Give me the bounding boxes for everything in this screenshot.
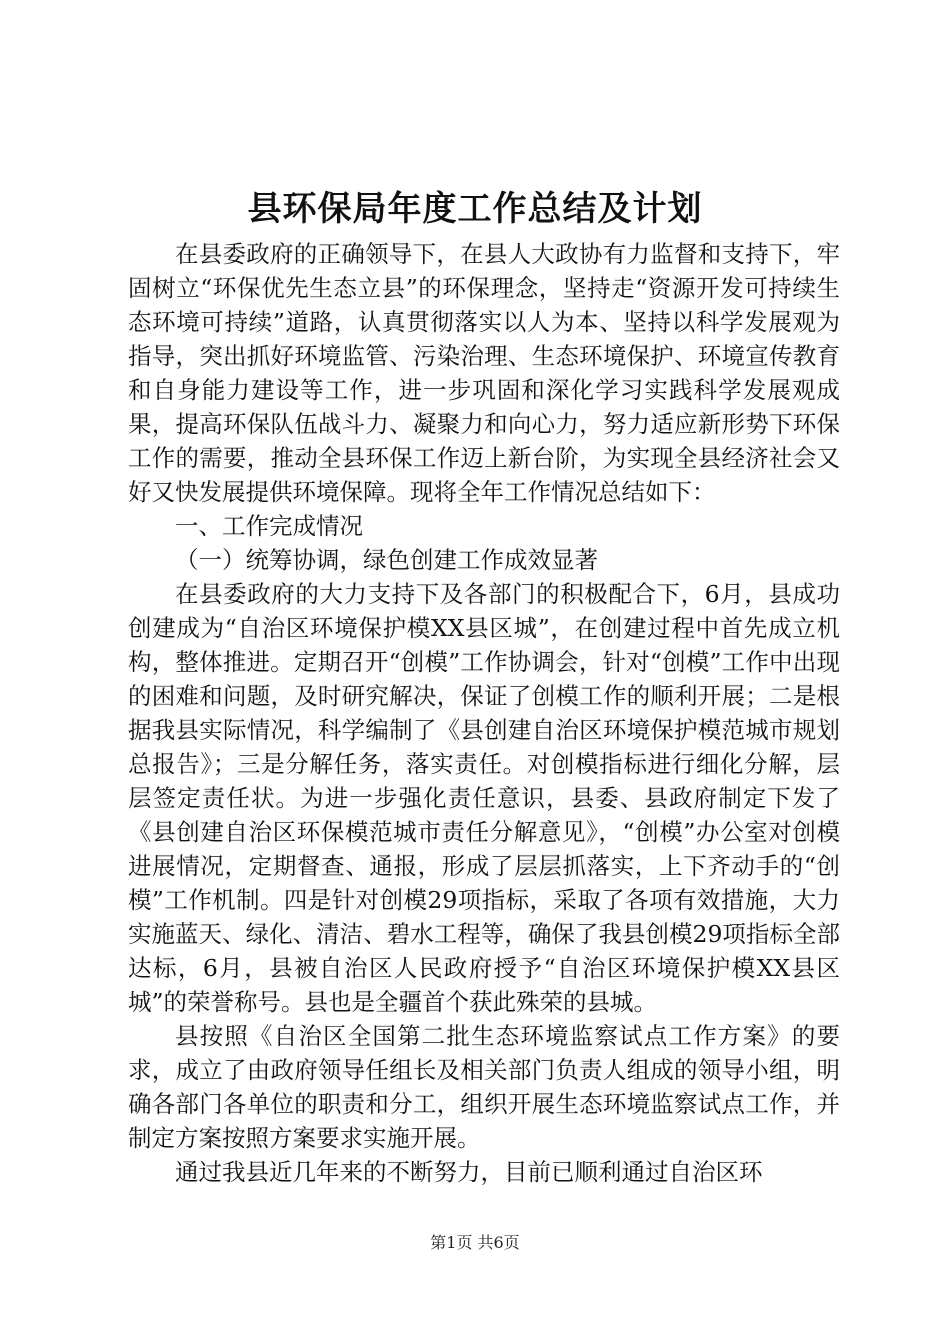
subsection-heading: （一）统筹协调，绿色创建工作成效显著 [175, 546, 598, 574]
document-title: 县环保局年度工作总结及计划 [247, 189, 703, 229]
paragraph-continuation: 通过我县近几年来的不断努力，目前已顺利通过自治区环 [175, 1158, 763, 1186]
paragraph-creation: 在县委政府的大力支持下及各部门的积极配合下，6月，县成功创建成为“自治区环境保护模XX县区城”，在创建过程中首先成立机构，整体推进。定期召开“创模”工作协调会，针对“创模”工作中出现的困难和问题，及时研究解决，保证了创模工作的顺利开展；二是根据我县实际情况，科学编制了《县创建自治区环境保护模范城市规划总报告》；三是分解任务，落实责任。对创模指标进行细化分解，层层签定责任状。为进一步强化责任意识，县委、县政府制定下发了《县创建自治区环保模范城市责任分解意见》，“创模”办公室对创模进展情况，定期督查、通报，形成了层层抓落实，上下齐动手的“创模”工作机制。四是针对创模29项指标，采取了各项有效措施，大力实施蓝天、绿化、清洁、碧水工程等，确保了我县创模29项指标全部达标，6月，县被自治区人民政府授予“自治区环境保护模XX县区城”的荣誉称号。县也是全疆首个获此殊荣的县城。 [128, 580, 840, 1016]
paragraph-supervision-pilot: 县按照《自治区全国第二批生态环境监察试点工作方案》的要求，成立了由政府领导任组长及相关部门负责人组成的领导小组，明确各部门各单位的职责和分工，组织开展生态环境监察试点工作，并制定方案按照方案要求实施开展。 [128, 1022, 840, 1152]
paragraph-intro: 在县委政府的正确领导下，在县人大政协有力监督和支持下，牢固树立“环保优先生态立县”的环保理念，坚持走“资源开发可持续生态环境可持续”道路，认真贯彻落实以人为本、坚持以科学发展观为指导，突出抓好环境监管、污染治理、生态环境保护、环境宣传教育和自身能力建设等工作，进一步巩固和深化学习实践科学发展观成果，提高环保队伍战斗力、凝聚力和向心力，努力适应新形势下环保工作的需要，推动全县环保工作迈上新台阶，为实现全县经济社会又好又快发展提供环境保障。现将全年工作情况总结如下： [128, 240, 840, 506]
page-number-footer: 第1页 共6页 [430, 1233, 520, 1252]
section-heading: 一、工作完成情况 [175, 512, 363, 540]
document-body [128, 237, 840, 1189]
